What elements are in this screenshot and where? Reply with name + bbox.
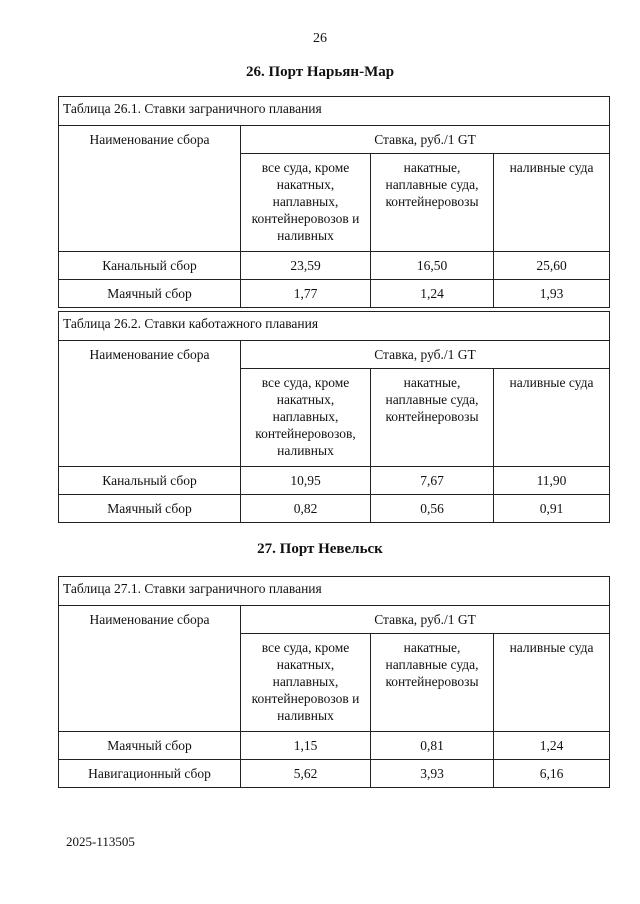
rate-value: 7,67 xyxy=(371,467,494,495)
document-code: 2025-113505 xyxy=(66,834,135,849)
vessel-category-header: наливные суда xyxy=(494,154,610,252)
rate-value: 0,81 xyxy=(371,732,494,760)
table-row xyxy=(59,280,610,308)
rate-value: 10,95 xyxy=(241,467,371,495)
rate-header: Ставка, руб./1 GT xyxy=(241,126,610,154)
rates-table-26-1 xyxy=(58,96,610,308)
section-title: 27. Порт Невельск xyxy=(257,541,383,557)
fee-name-header: Наименование сбора xyxy=(59,606,241,732)
fee-name: Маячный сбор xyxy=(59,732,241,760)
table-row xyxy=(59,467,610,495)
rate-value: 11,90 xyxy=(494,467,610,495)
rate-value: 16,50 xyxy=(371,252,494,280)
fee-name: Канальный сбор xyxy=(59,252,241,280)
rates-table-26-2 xyxy=(58,311,610,523)
fee-name: Навигационный сбор xyxy=(59,760,241,788)
rate-value: 5,62 xyxy=(241,760,371,788)
rate-value: 23,59 xyxy=(241,252,371,280)
rate-value: 1,15 xyxy=(241,732,371,760)
rates-table-27-1 xyxy=(58,576,610,788)
rate-value: 25,60 xyxy=(494,252,610,280)
table-row xyxy=(59,760,610,788)
page-number: 26 xyxy=(313,31,327,46)
fee-name-header: Наименование сбора xyxy=(59,126,241,252)
rate-header: Ставка, руб./1 GT xyxy=(241,606,610,634)
vessel-category-header: наливные суда xyxy=(494,369,610,467)
vessel-category-header: все суда, кроме накатных, наплавных, контейнеровозов и наливных xyxy=(241,154,371,252)
vessel-category-header: наливные суда xyxy=(494,634,610,732)
table-row xyxy=(59,495,610,523)
vessel-category-header: все суда, кроме накатных, наплавных, контейнеровозов и наливных xyxy=(241,634,371,732)
fee-name-header: Наименование сбора xyxy=(59,341,241,467)
fee-name: Маячный сбор xyxy=(59,280,241,308)
rate-value: 1,93 xyxy=(494,280,610,308)
rate-header: Ставка, руб./1 GT xyxy=(241,341,610,369)
table-caption: Таблица 26.1. Ставки заграничного плавания xyxy=(59,97,610,126)
rate-value: 1,77 xyxy=(241,280,371,308)
rate-value: 6,16 xyxy=(494,760,610,788)
table-caption: Таблица 26.2. Ставки каботажного плавания xyxy=(59,312,610,341)
vessel-category-header: накатные, наплавные суда, контейнеровозы xyxy=(371,154,494,252)
vessel-category-header: накатные, наплавные суда, контейнеровозы xyxy=(371,634,494,732)
vessel-category-header: все суда, кроме накатных, наплавных, контейнеровозов, наливных xyxy=(241,369,371,467)
table-row xyxy=(59,732,610,760)
rate-value: 1,24 xyxy=(494,732,610,760)
rate-value: 0,91 xyxy=(494,495,610,523)
vessel-category-header: накатные, наплавные суда, контейнеровозы xyxy=(371,369,494,467)
rate-value: 0,56 xyxy=(371,495,494,523)
section-title: 26. Порт Нарьян-Мар xyxy=(245,64,395,80)
rate-value: 3,93 xyxy=(371,760,494,788)
fee-name: Канальный сбор xyxy=(59,467,241,495)
rate-value: 1,24 xyxy=(371,280,494,308)
rate-value: 0,82 xyxy=(241,495,371,523)
fee-name: Маячный сбор xyxy=(59,495,241,523)
table-row xyxy=(59,252,610,280)
table-caption: Таблица 27.1. Ставки заграничного плавания xyxy=(59,577,610,606)
